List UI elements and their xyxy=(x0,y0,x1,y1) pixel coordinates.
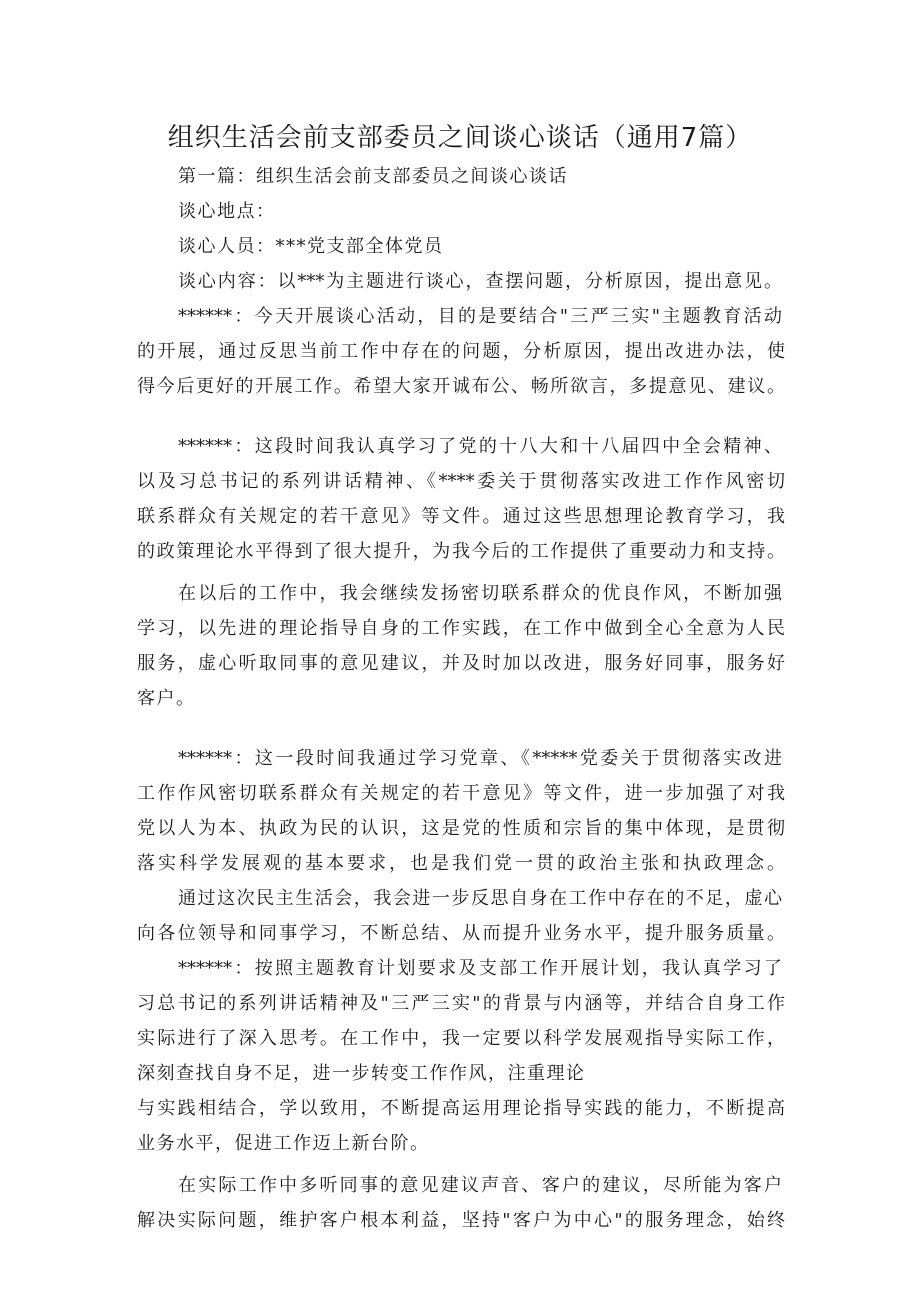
line-28: 在实际工作中多听同事的意见建议声音、客户的建议，尽所能为客户 xyxy=(178,1175,782,1196)
line-11: 的政策理论水平得到了很大提升，为我今后的工作提供了重要动力和支持。 xyxy=(137,541,785,562)
line-15: 客户。 xyxy=(137,688,196,709)
line-5: ******：今天开展谈心活动，目的是要结合"三严三实"主题教育活动 xyxy=(178,306,782,327)
line-24: 实际进行了深入思考。在工作中，我一定要以科学发展观指导实际工作， xyxy=(137,1028,785,1049)
line-22: ******：按照主题教育计划要求及支部工作开展计划，我认真学习了 xyxy=(178,958,782,979)
line-26: 与实践相结合，学以致用，不断提高运用理论指导实践的能力，不断提高 xyxy=(137,1098,785,1119)
line-23: 习总书记的系列讲话精神及"三严三实"的背景与内涵等，并结合自身工作 xyxy=(137,993,785,1014)
line-9: 以及习总书记的系列讲话精神、《****委关于贯彻落实改进工作作风密切 xyxy=(137,471,785,492)
line-8: ******：这段时间我认真学习了党的十八大和十八届四中全会精神、 xyxy=(178,436,782,457)
line-18: 党以人为本、执政为民的认识，这是党的性质和宗旨的集中体现，是贯彻 xyxy=(137,818,785,839)
line-1: 第一篇：组织生活会前支部委员之间谈心谈话 xyxy=(178,166,568,187)
line-3: 谈心人员：***党支部全体党员 xyxy=(178,236,444,257)
line-13: 学习，以先进的理论指导自身的工作实践，在工作中做到全心全意为人民 xyxy=(137,618,785,639)
line-29: 解决实际问题，维护客户根本利益，坚持"客户为中心"的服务理念，始终 xyxy=(137,1210,785,1231)
line-12: 在以后的工作中，我会继续发扬密切联系群众的优良作风，不断加强 xyxy=(178,583,782,604)
line-14: 服务，虚心听取同事的意见建议，并及时加以改进，服务好同事，服务好 xyxy=(137,653,785,674)
line-21: 向各位领导和同事学习，不断总结、从而提升业务水平，提升服务质量。 xyxy=(137,923,785,944)
document-title: 组织生活会前支部委员之间谈心谈话（通用7篇） xyxy=(167,123,753,153)
line-16: ******：这一段时间我通过学习党章、《*****党委关于贯彻落实改进 xyxy=(178,748,782,769)
line-27: 业务水平，促进工作迈上新台阶。 xyxy=(137,1133,430,1154)
line-17: 工作作风密切联系群众有关规定的若干意见》等文件，进一步加强了对我 xyxy=(137,783,785,804)
line-10: 联系群众有关规定的若干意见》等文件。通过这些思想理论教育学习，我 xyxy=(137,506,785,527)
line-2: 谈心地点： xyxy=(178,201,276,222)
line-20: 通过这次民主生活会，我会进一步反思自身在工作中存在的不足，虚心 xyxy=(178,888,782,909)
line-19: 落实科学发展观的基本要求，也是我们党一贯的政治主张和执政理念。 xyxy=(137,853,785,874)
line-4: 谈心内容：以***为主题进行谈心，查摆问题，分析原因，提出意见。 xyxy=(178,271,782,292)
line-25: 深刻查找自身不足，进一步转变工作作风，注重理论 xyxy=(137,1063,586,1084)
line-6: 的开展，通过反思当前工作中存在的问题，分析原因，提出改进办法，使 xyxy=(137,341,785,362)
line-7: 得今后更好的开展工作。希望大家开诚布公、畅所欲言，多提意见、建议。 xyxy=(137,376,785,397)
